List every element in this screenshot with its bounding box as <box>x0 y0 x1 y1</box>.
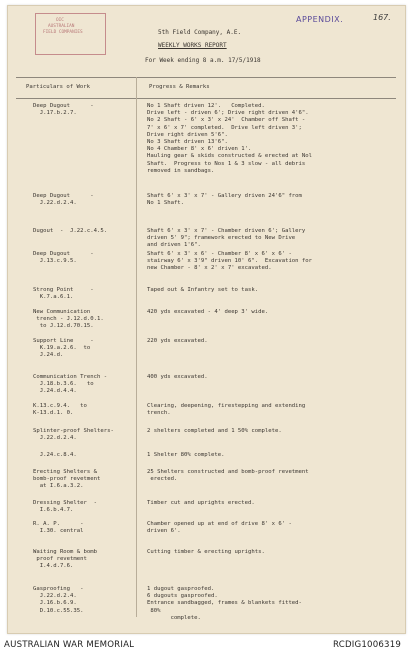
page-number: 167. <box>373 13 391 22</box>
row-progress: Timber cut and uprights erected. <box>147 500 255 506</box>
footer-credit: AUSTRALIAN WAR MEMORIAL <box>4 640 135 650</box>
header-rule-top <box>16 77 396 78</box>
stamp-line-1: OIC <box>56 18 64 23</box>
column-divider <box>136 77 137 617</box>
row-particulars: Gasproofing - J.22.d.2.4. J.16.b.6.9. D.10.c.55.35. <box>33 586 84 614</box>
row-particulars: Communication Trench - J.18.b.3.6. to J.24.d.4.4. <box>33 374 108 395</box>
row-particulars: Dugout - J.22.c.4.5. <box>33 228 108 234</box>
document-subtitle: WEEKLY WORKS REPORT <box>158 42 227 49</box>
appendix-label: APPENDIX. <box>296 15 344 24</box>
row-particulars: New Communication trench - J.12.d.0.1. to J.12.d.70.15. <box>33 309 104 330</box>
row-progress: 1 Shelter 80% complete. <box>147 452 225 458</box>
row-particulars: J.24.c.8.4. <box>33 452 77 458</box>
row-particulars: Dressing Shelter - I.6.b.4.7. <box>33 500 97 514</box>
row-particulars: Deep Dugout - J.22.d.2.4. <box>33 193 94 207</box>
column-header-progress: Progress & Remarks <box>149 84 210 90</box>
document-title: 5th Field Company, A.E. <box>158 29 242 36</box>
document-page <box>7 5 406 634</box>
row-particulars: Splinter-proof Shelters- J.22.d.2.4. <box>33 428 114 442</box>
row-particulars: Waiting Room & bomb proof revetment I.4.d.7.6. <box>33 549 97 570</box>
stamp-line-2: AUSTRALIAN <box>48 24 75 29</box>
column-header-particulars: Particulars of Work <box>26 84 90 90</box>
row-progress: Taped out & Infantry set to task. <box>147 287 259 293</box>
office-stamp <box>35 13 106 55</box>
row-particulars: Erecting Shelters & bomb-proof revetment at I.6.a.3.2. <box>33 469 101 490</box>
row-particulars: Deep Dugout - J.13.c.9.5. <box>33 251 94 265</box>
row-progress: 400 yds excavated. <box>147 374 208 380</box>
row-particulars: Deep Dugout - J.17.b.2.7. <box>33 103 94 117</box>
row-progress: Shaft 6' x 3' x 7' - Chamber driven 6'; Gallery driven 5' 9"; framework erected to New Drive and driven 1'6". <box>147 228 306 249</box>
row-particulars: R. A. P. - I.30. central <box>33 521 84 535</box>
row-particulars: Support Line - K.19.a.2.6. to J.24.d. <box>33 338 94 359</box>
week-line: For Week ending 8 a.m. 17/5/1918 <box>145 57 261 64</box>
row-progress: Shaft 6' x 3' x 6' - Chamber 8' x 6' x 6' - stairway 6' x 3'9" driven 10' 6". Excavation for new Chamber - 8' x 2' x 7' excavated. <box>147 251 313 272</box>
header-rule-bottom <box>16 98 396 99</box>
row-progress: Cutting timber & erecting uprights. <box>147 549 265 555</box>
row-progress: No 1 Shaft driven 12'. Completed. Drive left - driven 6'; Drive right driven 4'6". No 2 Shaft - 6' x 3' x 24' Chamber off Shaft - 7' x 6' x 7' completed. Drive left driven 3'; Drive right driven 5'6". No 3 Shaft driven 13'6". No 4 Chamber 8' x 6' driven 1'. Hauling gear & skids constructed & erected at Nol Shaft. Progress to Nos 1 & 3 slow - all debris removed in sandbags. <box>147 103 313 174</box>
row-progress: 420 yds excavated - 4' deep 3' wide. <box>147 309 269 315</box>
row-progress: 2 shelters completed and 1 50% complete. <box>147 428 282 434</box>
row-progress: 25 Shelters constructed and bomb-proof revetment erected. <box>147 469 309 483</box>
row-progress: Clearing, deepening, firestepping and extending trench. <box>147 403 306 417</box>
footer-id: RCDIG1006319 <box>333 640 402 650</box>
stamp-line-3: FIELD COMPANIES <box>43 30 83 35</box>
row-particulars: K.13.c.9.4. to K-13.d.1. 0. <box>33 403 87 417</box>
row-progress: 1 dugout gasproofed. 6 dugouts gasproofed. Entrance sandbagged, frames & blankets fitted- 80% complete. <box>147 586 302 621</box>
row-particulars: Strong Point - K.7.a.6.1. <box>33 287 94 301</box>
row-progress: Shaft 6' x 3' x 7' - Gallery driven 24'6" from No 1 Shaft. <box>147 193 302 207</box>
row-progress: Chamber opened up at end of drive 8' x 6' - driven 6'. <box>147 521 292 535</box>
row-progress: 220 yds excavated. <box>147 338 208 344</box>
